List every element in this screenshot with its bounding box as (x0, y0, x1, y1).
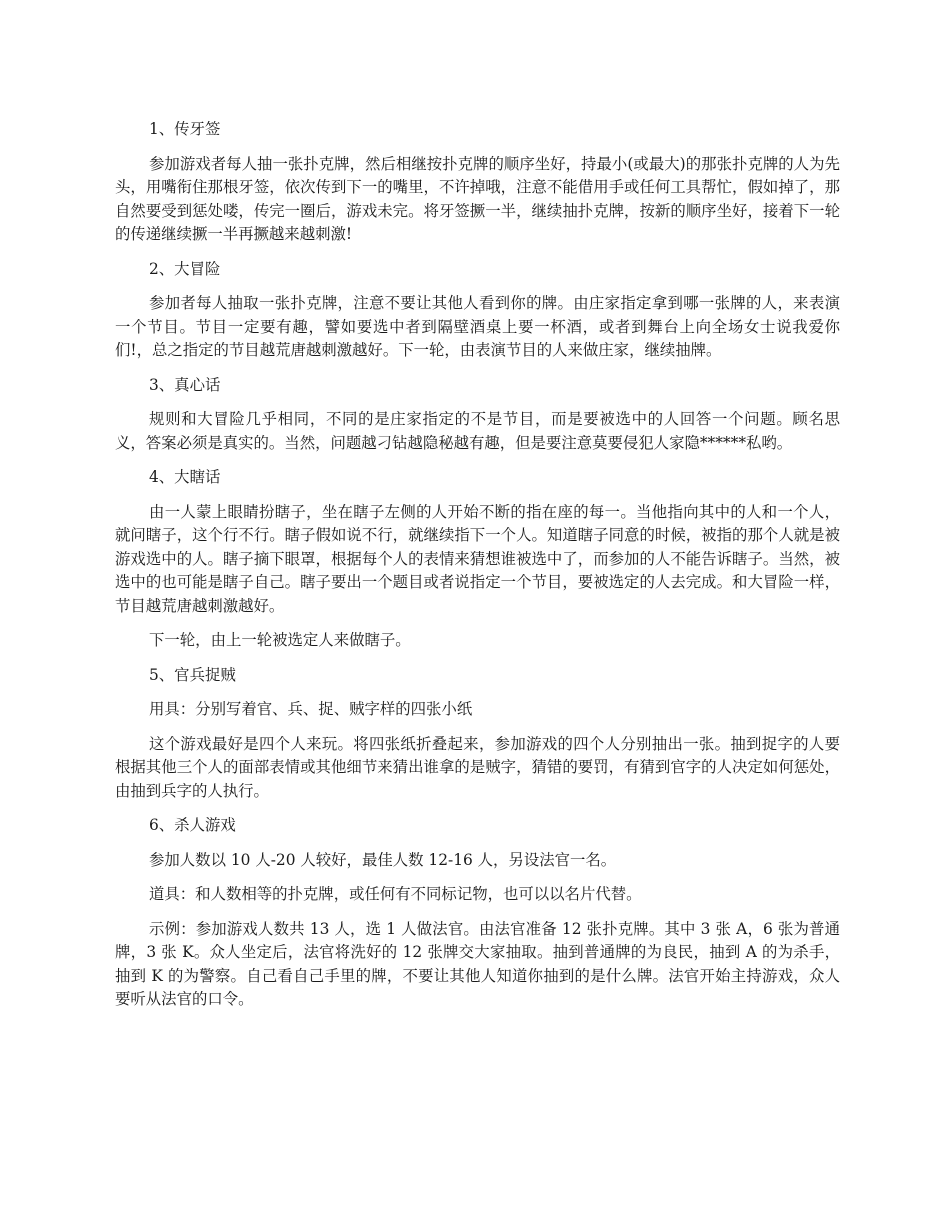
paragraph-dare-rules: 参加者每人抽取一张扑克牌，注意不要让其他人看到你的牌。由庄家指定拿到哪一张牌的人，来表演一个节目。节目一定要有趣，譬如要选中者到隔壁酒桌上要一杯酒，或者到舞台上向全场女士说我爱你们!，总之指定的节目越荒唐越刺激越好。下一轮，由表演节目的人来做庄家，继续抽牌。 (115, 294, 840, 359)
section-heading-cops-robbers: 5、官兵捉贼 (149, 665, 236, 684)
section-heading-truth: 3、真心话 (149, 375, 221, 394)
document-body (115, 118, 840, 1023)
paragraph-mafia-example: 示例：参加游戏人数共 13 人，选 1 人做法官。由法官准备 12 张扑克牌。其中 3 张 A，6 张为普通牌，3 张 K。众人坐定后，法官将洗好的 12 张牌交大家抽取。抽到普通牌的为良民，抽到 A 的为杀手，抽到 K 的为警察。自己看自己手里的牌，不要让其他人知道你抽到的是什么牌。法官开始主持游戏，众人要听从法官的口令。 (115, 919, 840, 1008)
paragraph-truth-rules: 规则和大冒险几乎相同，不同的是庄家指定的不是节目，而是要被选中的人回答一个问题。顾名思义，答案必须是真实的。当然，问题越刁钻越隐秘越有趣，但是要注意莫要侵犯人家隐******私哟。 (115, 410, 840, 452)
paragraph-blindman-next-round: 下一轮，由上一轮被选定人来做瞎子。 (149, 631, 411, 649)
paragraph-blindman-rules: 由一人蒙上眼睛扮瞎子，坐在瞎子左侧的人开始不断的指在座的每一。当他指向其中的人和一个人，就问瞎子，这个行不行。瞎子假如说不行，就继续指下一个人。知道瞎子同意的时候，被指的那个人就是被游戏选中的人。瞎子摘下眼罩，根据每个人的表情来猜想谁被选中了，而参加的人不能告诉瞎子。当然，被选中的也可能是瞎子自己。瞎子要出一个题目或者说指定一个节目，要被选定的人去完成。和大冒险一样，节目越荒唐越刺激越好。 (115, 502, 840, 615)
section-heading-dare: 2、大冒险 (149, 259, 221, 278)
paragraph-cops-robbers-tools: 用具：分别写着官、兵、捉、贼字样的四张小纸 (149, 700, 473, 718)
paragraph-mafia-players: 参加人数以 10 人-20 人较好，最佳人数 12-16 人，另设法官一名。 (149, 850, 617, 869)
paragraph-toothpick-rules: 参加游戏者每人抽一张扑克牌，然后相继按扑克牌的顺序坐好，持最小(或最大)的那张扑克牌的人为先头，用嘴衔住那根牙签，依次传到下一的嘴里，不许掉哦，注意不能借用手或任何工具帮忙，假如掉了，那自然要受到惩处喽，传完一圈后，游戏未完。将牙签撅一半，继续抽扑克牌，按新的顺序坐好，接着下一轮的传递继续撅一半再撅越来越刺激! (115, 154, 840, 243)
section-heading-toothpick: 1、传牙签 (149, 120, 221, 138)
paragraph-cops-robbers-rules: 这个游戏最好是四个人来玩。将四张纸折叠起来，参加游戏的四个人分别抽出一张。抽到捉字的人要根据其他三个人的面部表情或其他细节来猜出谁拿的是贼字，猜错的要罚，有猜到官字的人决定如何惩处，由抽到兵字的人执行。 (115, 734, 840, 800)
paragraph-mafia-props: 道具：和人数相等的扑克牌，或任何有不同标记物，也可以以名片代替。 (149, 885, 642, 903)
section-heading-blindman: 4、大瞎话 (149, 468, 221, 486)
section-heading-mafia: 6、杀人游戏 (149, 816, 236, 834)
